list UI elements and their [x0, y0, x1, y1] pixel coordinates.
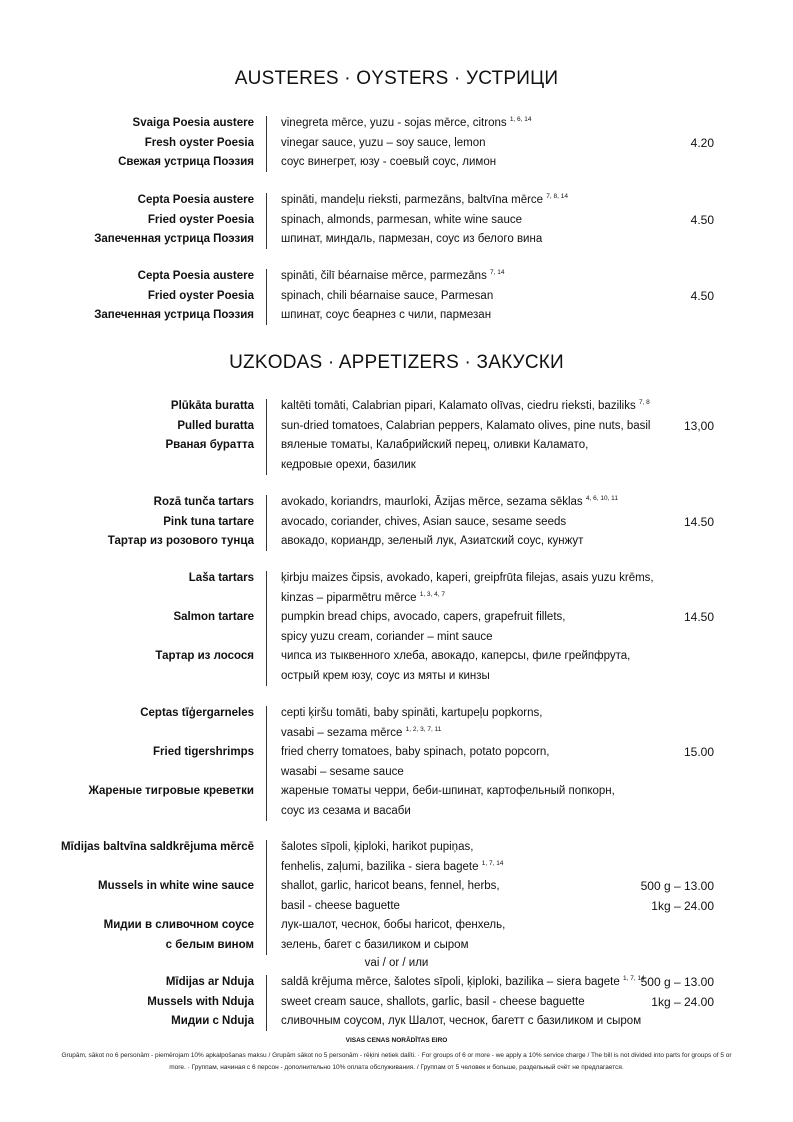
- item-desc-en: fried cherry tomatoes, baby spinach, potato popcorn,: [281, 746, 550, 758]
- item-desc-en-cont: basil - cheese baguette: [281, 899, 400, 912]
- item-price: 4.50: [690, 288, 714, 303]
- item-desc-en-cont: spicy yuzu cream, coriander – mint sauce: [281, 630, 493, 643]
- item-desc-lv: šalotes sīpoli, ķiploki, harikot pupiņas,: [281, 841, 474, 853]
- item-desc-en: avocado, coriander, chives, Asian sauce, sesame seeds: [281, 515, 567, 528]
- divider: [266, 495, 267, 551]
- item-desc-ru-cont: зелень, багет с базиликом и сыром: [281, 938, 469, 951]
- item-desc-lv-cont: vasabi – sezama mērce: [281, 726, 403, 739]
- item-name-ru: Тартар из лосося: [155, 650, 254, 662]
- item-name-lv: Cepta Poesia austere: [137, 270, 254, 282]
- item-name-ru: Свежая устрица Поэзия: [118, 156, 254, 168]
- item-price-1kg: 1kg – 24.00: [651, 994, 714, 1009]
- divider: [266, 269, 267, 325]
- item-name-en: Pulled buratta: [177, 419, 254, 432]
- item-price: 4.50: [690, 212, 714, 227]
- allergen-codes: 4, 6, 10, 11: [585, 495, 618, 502]
- divider: [266, 571, 267, 686]
- item-desc-ru: лук-шалот, чеснок, бобы haricot, фенхель,: [281, 919, 506, 931]
- oysters-section-title: AUSTERES · OYSTERS · УСТРИЦИ: [234, 68, 559, 89]
- item-desc-ru: соус винегрет, юзу - соевый соус, лимон: [281, 156, 497, 168]
- allergen-codes: 1, 2, 3, 7, 11: [405, 725, 442, 733]
- item-desc-lv: saldā krējuma mērce, šalotes sīpoli, ķiploki, bazilika – siera bagete: [281, 976, 620, 988]
- item-desc-lv: kaltēti tomāti, Calabrian pipari, Kalamato olīvas, ciedru rieksti, baziliks: [281, 400, 636, 412]
- item-desc-ru: шпинат, соус беарнез с чили, пармезан: [281, 309, 492, 321]
- item-desc-lv: ķirbju maizes čipsis, avokado, kaperi, greipfrūta filejas, asais yuzu krēms,: [281, 572, 654, 584]
- divider: [266, 193, 267, 249]
- divider: [266, 975, 267, 1031]
- divider: [266, 840, 267, 955]
- item-price: 13,00: [683, 418, 714, 433]
- item-desc-ru: сливочным соусом, лук Шалот, чеснок, багетт с базиликом и сыром: [281, 1015, 642, 1027]
- item-price: 15.00: [683, 745, 714, 759]
- item-name-ru: Запеченная устрица Поэзия: [94, 309, 254, 321]
- item-name-ru: Тартар из розового тунца: [107, 535, 254, 547]
- item-price-1kg: 1kg – 24.00: [651, 898, 714, 913]
- item-desc-ru: шпинат, миндаль, пармезан, соус из белого вина: [281, 233, 543, 245]
- item-desc-lv: avokado, koriandrs, maurloki, Āzijas mērce, sezama sēklas: [281, 496, 583, 508]
- item-name-lv: Svaiga Poesia austere: [132, 117, 254, 129]
- item-name-lv: Plūkāta buratta: [170, 400, 254, 412]
- appetizers-section-title: UZKODAS · APPETIZERS · ЗАКУСКИ: [229, 352, 564, 373]
- item-price: 4.20: [690, 135, 714, 150]
- item-name-ru: Запеченная устрица Поэзия: [94, 233, 254, 245]
- item-name-ru: Мидии с Nduja: [171, 1015, 254, 1027]
- item-desc-en: sweet cream sauce, shallots, garlic, basil - cheese baguette: [281, 995, 585, 1008]
- divider: [266, 706, 267, 821]
- item-name-lv: Rozā tunča tartars: [153, 496, 254, 508]
- footer-title: VISAS CENAS NORĀDĪTAS EIRO: [345, 1037, 448, 1044]
- item-name-lv: Mīdijas baltvīna saldkrējuma mērcē: [60, 841, 254, 853]
- item-price-500g: 500 g – 13.00: [640, 975, 714, 989]
- item-name-lv: Mīdijas ar Nduja: [165, 976, 254, 988]
- item-desc-ru: авокадо, кориандр, зеленый лук, Азиатский соус, кунжут: [281, 535, 584, 547]
- item-desc-en: pumpkin bread chips, avocado, capers, grapefruit fillets,: [281, 611, 566, 623]
- item-desc-en: sun-dried tomatoes, Calabrian peppers, Kalamato olives, pine nuts, basil: [281, 419, 651, 432]
- allergen-codes: 7, 14: [490, 269, 505, 276]
- item-name-en: Fried tigershrimps: [153, 746, 254, 758]
- item-desc-lv: spināti, čilī béarnaise mērce, parmezāns: [281, 270, 487, 282]
- item-name-en: Fresh oyster Poesia: [144, 136, 254, 149]
- item-desc-lv-cont: fenhelis, zaļumi, bazilika - siera bagete: [281, 860, 479, 873]
- allergen-codes: 7, 8, 14: [546, 193, 568, 200]
- item-name-en: Mussels with Nduja: [147, 995, 254, 1008]
- item-desc-en-cont: wasabi – sesame sauce: [281, 765, 404, 778]
- item-desc-ru-cont: острый крем юзу, соус из мяты и кинзы: [281, 669, 490, 682]
- item-name-ru: Рваная буратта: [165, 439, 254, 451]
- item-desc-en: shallot, garlic, haricot beans, fennel, herbs,: [281, 880, 500, 892]
- item-desc-ru-cont: соус из сезама и васаби: [281, 804, 411, 817]
- item-name-en: Mussels in white wine sauce: [98, 880, 254, 892]
- item-desc-en: vinegar sauce, yuzu – soy sauce, lemon: [281, 136, 486, 149]
- allergen-codes: 1, 7, 14: [622, 975, 645, 982]
- item-price-500g: 500 g – 13.00: [640, 879, 714, 893]
- item-name-ru: Жареные тигровые креветки: [88, 785, 254, 797]
- item-name-en: Salmon tartare: [173, 611, 254, 623]
- item-desc-lv-cont: kinzas – piparmētru mērce: [281, 591, 417, 604]
- item-name-en: Fried oyster Poesia: [147, 289, 254, 302]
- or-separator: vai / or / или: [364, 957, 429, 969]
- divider: [266, 116, 267, 172]
- footer-note: Grupām, sākot no 6 personām - piemērojam 10% apkalpošanas maksu / Grupām sākot no 5 personām - rēķini netiek dalīti. · For groups of 6 or more - we apply a 10% service charge / The bill is not divided into parts for groups of 5 or more. · Группам, начиная с 6 персон - дополнительно 10% оплата обслуживания. / Группам от 5 человек и больше, раздельный счёт не предлагается.: [61, 1052, 732, 1071]
- item-desc-en: spinach, chili béarnaise sauce, Parmesan: [281, 289, 494, 302]
- item-desc-ru: жареные томаты черри, беби-шпинат, картофельный попкорн,: [281, 785, 615, 797]
- item-price: 14.50: [683, 610, 714, 624]
- item-name-lv: Laša tartars: [188, 572, 254, 584]
- allergen-codes: 7, 8: [638, 399, 650, 406]
- item-desc-lv: spināti, mandeļu rieksti, parmezāns, baltvīna mērce: [281, 194, 544, 206]
- item-desc-en: spinach, almonds, parmesan, white wine sauce: [281, 213, 522, 226]
- item-desc-ru: вяленые томаты, Калабрийский перец, оливки Каламато,: [281, 439, 589, 451]
- item-name-en: Pink tuna tartare: [163, 515, 254, 528]
- allergen-codes: 1, 3, 4, 7: [419, 590, 445, 598]
- divider: [266, 399, 267, 475]
- allergen-codes: 1, 6, 14: [509, 116, 532, 123]
- allergen-codes: 1, 7, 14: [481, 859, 504, 867]
- item-desc-ru-cont: кедровые орехи, базилик: [281, 458, 416, 471]
- item-desc-lv: cepti ķiršu tomāti, baby spināti, kartupeļu popkorns,: [281, 707, 543, 719]
- item-name-ru-cont: с белым вином: [165, 938, 254, 951]
- item-name-lv: Cepta Poesia austere: [137, 194, 254, 206]
- item-price: 14.50: [683, 514, 714, 529]
- item-name-ru: Мидии в сливочном соусе: [103, 919, 254, 931]
- item-name-lv: Ceptas tīģergarneles: [140, 707, 254, 719]
- item-name-en: Fried oyster Poesia: [147, 213, 254, 226]
- item-desc-lv: vinegreta mērce, yuzu - sojas mērce, citrons: [281, 117, 507, 129]
- item-desc-ru: чипса из тыквенного хлеба, авокадо, каперсы, филе грейпфрута,: [281, 650, 631, 662]
